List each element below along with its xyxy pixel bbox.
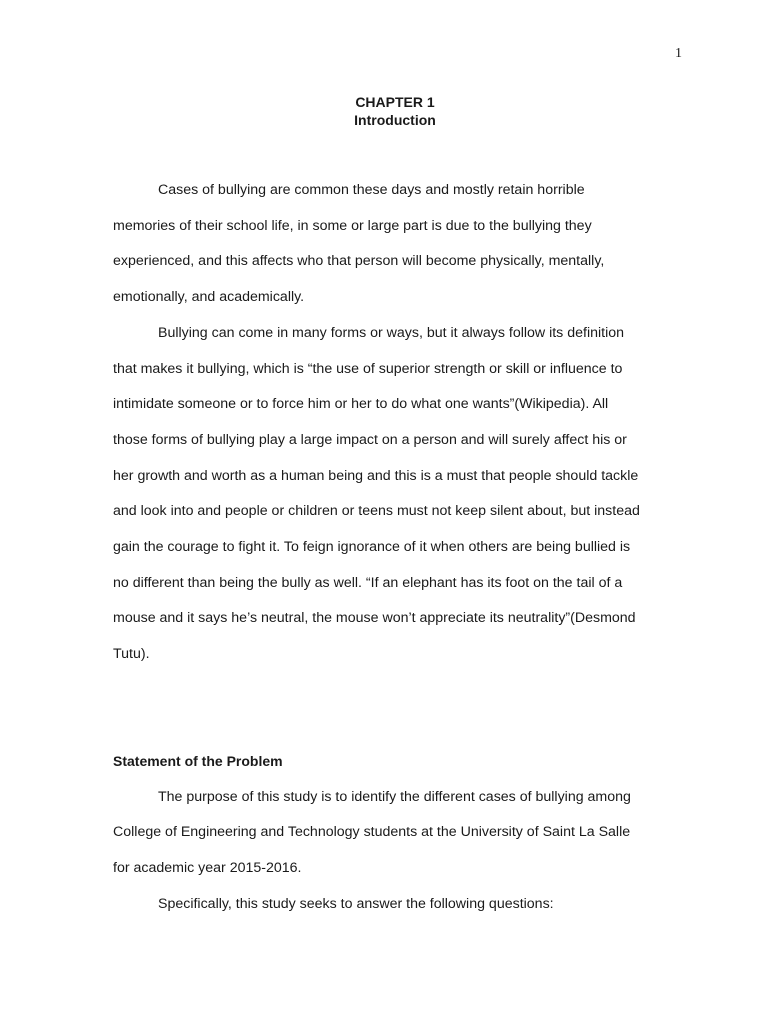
text-line: for academic year 2015-2016. (113, 860, 302, 877)
problem-paragraph-2 (113, 887, 683, 923)
text-line: experienced, and this affects who that person will become physically, mentally, (113, 253, 605, 270)
page-number: 1 (675, 46, 682, 61)
text-line: memories of their school life, in some or large part is due to the bullying they (113, 217, 592, 234)
text-line: Tutu). (113, 646, 150, 663)
statement-of-problem-section (113, 744, 683, 923)
introduction-section (113, 173, 683, 673)
intro-paragraph-2 (113, 316, 683, 673)
chapter-label: CHAPTER 1 (355, 94, 435, 110)
text-line: and look into and people or children or teens must not keep silent about, but instead (113, 503, 640, 520)
problem-paragraph-1 (113, 780, 683, 887)
text-line: Cases of bullying are common these days and mostly retain horrible (158, 182, 585, 198)
text-line: those forms of bullying play a large impact on a person and will surely affect his or (113, 431, 627, 448)
intro-paragraph-1 (113, 173, 683, 316)
text-line: emotionally, and academically. (113, 289, 305, 306)
text-line: that makes it bullying, which is “the use of superior strength or skill or influence to (113, 360, 623, 377)
chapter-title: Introduction (354, 112, 436, 128)
text-line: mouse and it says he’s neutral, the mouse won’t appreciate its neutrality”(Desmond (113, 610, 636, 627)
text-line: no different than being the bully as well. “If an elephant has its foot on the tail of a (113, 574, 623, 591)
text-line: The purpose of this study is to identify the different cases of bullying among (158, 788, 631, 805)
text-line: College of Engineering and Technology students at the University of Saint La Salle (113, 824, 631, 841)
text-line: gain the courage to fight it. To feign ignorance of it when others are being bullied is (113, 539, 631, 556)
chapter-heading (0, 93, 768, 129)
text-line: Bullying can come in many forms or ways, but it always follow its definition (158, 324, 625, 341)
text-line: her growth and worth as a human being and this is a must that people should tackle (113, 467, 639, 484)
text-line: intimidate someone or to force him or her to do what one wants”(Wikipedia). All (113, 396, 609, 413)
section-heading: Statement of the Problem (113, 753, 283, 769)
text-line: Specifically, this study seeks to answer the following questions: (158, 895, 554, 912)
